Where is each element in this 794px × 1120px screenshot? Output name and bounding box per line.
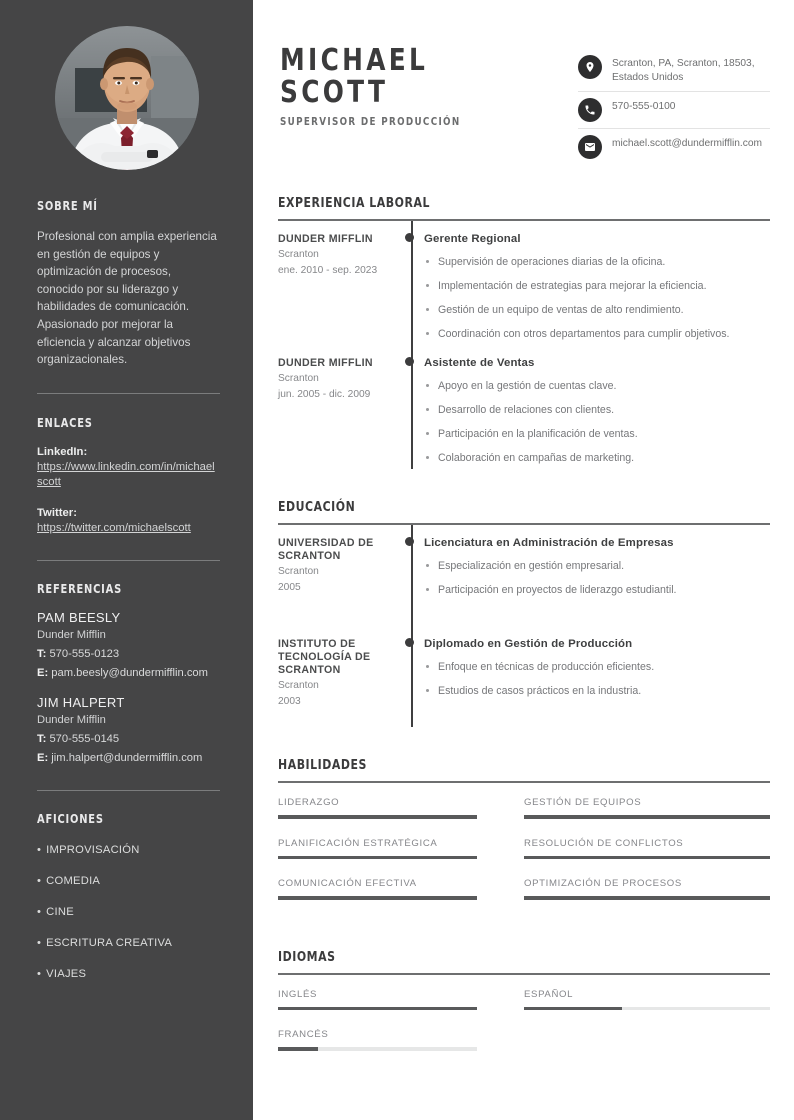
bullet-dot-icon: • bbox=[37, 875, 42, 888]
contact-address: Scranton, PA, Scranton, 18503, Estados Unidos bbox=[612, 58, 755, 83]
profile-photo bbox=[55, 26, 199, 170]
section-education bbox=[278, 499, 770, 727]
reference-name: PAM BEESLY bbox=[37, 610, 121, 626]
bullet-item: Estudios de casos prácticos en la industria. bbox=[424, 684, 770, 698]
reference-phone-label: T: bbox=[37, 733, 47, 746]
bullet-item: Gestión de un equipo de ventas de alto rendimiento. bbox=[424, 303, 770, 317]
language-track bbox=[278, 1047, 477, 1051]
education-entry bbox=[278, 525, 770, 626]
language-fill bbox=[524, 1007, 622, 1011]
skill-fill bbox=[524, 815, 770, 819]
contact-row-email bbox=[578, 135, 770, 165]
reference-item bbox=[37, 610, 220, 681]
skill-track bbox=[524, 896, 770, 900]
reference-item bbox=[37, 695, 220, 766]
languages-heading: IDIOMAS bbox=[278, 948, 336, 965]
hobby-label: COMEDIA bbox=[46, 875, 101, 888]
language-track bbox=[524, 1007, 770, 1011]
entry-title: Licenciatura en Administración de Empresas bbox=[424, 537, 674, 549]
reference-phone-value: 570-555-0145 bbox=[49, 733, 120, 746]
main-content bbox=[253, 0, 794, 1120]
timeline-dot-icon bbox=[405, 638, 414, 647]
hobby-label: CINE bbox=[46, 906, 74, 919]
skill-label: GESTIÓN DE EQUIPOS bbox=[524, 797, 642, 808]
sidebar-divider-3 bbox=[37, 790, 220, 791]
job-role: SUPERVISOR DE PRODUCCIÓN bbox=[280, 116, 461, 128]
skill-label: PLANIFICACIÓN ESTRATÉGICA bbox=[278, 837, 438, 849]
sidebar bbox=[0, 0, 253, 1120]
language-label: FRANCÉS bbox=[278, 1029, 329, 1040]
timeline-dot-icon bbox=[405, 537, 414, 546]
contact-block bbox=[578, 45, 770, 165]
reference-phone-value: 570-555-0123 bbox=[49, 648, 120, 661]
skill-item bbox=[524, 797, 770, 819]
education-entry bbox=[278, 626, 770, 727]
hobby-item bbox=[37, 936, 220, 950]
entry-city: Scranton bbox=[278, 249, 319, 260]
language-label: INGLÉS bbox=[278, 988, 318, 1000]
link-item-twitter bbox=[37, 506, 220, 537]
section-skills bbox=[278, 757, 770, 919]
education-heading: EDUCACIÓN bbox=[278, 499, 356, 515]
section-rule bbox=[278, 781, 770, 783]
experience-entry bbox=[278, 345, 770, 469]
experience-heading: EXPERIENCIA LABORAL bbox=[278, 195, 430, 211]
skill-fill bbox=[524, 896, 770, 900]
bullet-dot-icon: • bbox=[37, 844, 42, 857]
timeline-marker bbox=[400, 525, 424, 626]
phone-icon bbox=[578, 98, 602, 122]
timeline-marker bbox=[400, 345, 424, 469]
hobby-item bbox=[37, 843, 220, 857]
contact-row-address bbox=[578, 55, 770, 92]
skill-label: LIDERAZGO bbox=[278, 797, 340, 808]
section-experience bbox=[278, 195, 770, 469]
skill-track bbox=[278, 815, 477, 819]
language-label: ESPAÑOL bbox=[524, 988, 574, 1000]
skill-fill bbox=[278, 856, 477, 860]
entry-body bbox=[424, 345, 770, 469]
skills-heading: HABILIDADES bbox=[278, 757, 367, 773]
language-fill bbox=[278, 1007, 477, 1011]
section-languages bbox=[278, 949, 770, 1070]
entry-dates: 2005 bbox=[278, 582, 301, 593]
bullet-item: Especialización en gestión empresarial. bbox=[424, 559, 770, 573]
skill-item bbox=[524, 838, 770, 860]
language-track bbox=[278, 1007, 477, 1011]
skill-track bbox=[524, 856, 770, 860]
entry-body bbox=[424, 626, 770, 727]
entry-bullets bbox=[424, 660, 770, 698]
timeline-dot-icon bbox=[405, 233, 414, 242]
entry-dates: 2003 bbox=[278, 696, 301, 707]
bullet-item: Participación en proyectos de liderazgo estudiantil. bbox=[424, 583, 770, 597]
language-item bbox=[278, 989, 524, 1011]
link-label: LinkedIn: bbox=[37, 445, 88, 458]
hobby-label: VIAJES bbox=[46, 968, 87, 981]
entry-organization: UNIVERSIDAD DE SCRANTON bbox=[278, 537, 374, 562]
skill-label: COMUNICACIÓN EFECTIVA bbox=[278, 878, 417, 889]
entry-spacer bbox=[424, 597, 770, 622]
skill-track bbox=[278, 896, 477, 900]
hobby-item bbox=[37, 874, 220, 888]
contact-phone: 570-555-0100 bbox=[612, 101, 676, 112]
skill-label: RESOLUCIÓN DE CONFLICTOS bbox=[524, 837, 684, 849]
first-name: MICHAEL bbox=[280, 43, 429, 78]
bullet-item: Implementación de estrategias para mejorar la eficiencia. bbox=[424, 279, 770, 293]
reference-name: JIM HALPERT bbox=[37, 695, 125, 711]
contact-row-phone bbox=[578, 98, 770, 129]
link-url-twitter[interactable]: https://twitter.com/michaelscott bbox=[37, 521, 191, 534]
section-rule bbox=[278, 973, 770, 975]
bullet-dot-icon: • bbox=[37, 968, 42, 981]
bullet-item: Supervisión de operaciones diarias de la oficina. bbox=[424, 255, 770, 269]
skill-item bbox=[278, 797, 524, 819]
skills-grid bbox=[278, 797, 770, 919]
hobby-item bbox=[37, 967, 220, 981]
reference-email-value: pam.beesly@dundermifflin.com bbox=[51, 667, 208, 680]
reference-phone bbox=[37, 646, 220, 662]
entry-dates: ene. 2010 - sep. 2023 bbox=[278, 265, 378, 276]
bullet-item: Colaboración en campañas de marketing. bbox=[424, 451, 770, 465]
entry-meta bbox=[278, 525, 400, 626]
entry-title: Diplomado en Gestión de Producción bbox=[424, 638, 633, 650]
skill-label: OPTIMIZACIÓN DE PROCESOS bbox=[524, 878, 682, 889]
link-item-linkedin bbox=[37, 445, 220, 491]
link-url-linkedin[interactable]: https://www.linkedin.com/in/michaelscott bbox=[37, 460, 215, 489]
entry-body bbox=[424, 525, 770, 626]
reference-email-value: jim.halpert@dundermifflin.com bbox=[51, 752, 203, 765]
entry-city: Scranton bbox=[278, 680, 319, 691]
entry-body bbox=[424, 221, 770, 345]
entry-organization: DUNDER MIFFLIN bbox=[278, 357, 373, 369]
reference-email bbox=[37, 665, 220, 681]
reference-email-label: E: bbox=[37, 752, 49, 765]
entry-meta bbox=[278, 221, 400, 345]
skill-item bbox=[524, 878, 770, 900]
about-heading: SOBRE MÍ bbox=[37, 198, 98, 213]
entry-title: Asistente de Ventas bbox=[424, 357, 535, 369]
entry-dates: jun. 2005 - dic. 2009 bbox=[278, 389, 371, 400]
entry-organization: DUNDER MIFFLIN bbox=[278, 233, 373, 245]
skill-fill bbox=[524, 856, 770, 860]
reference-phone-label: T: bbox=[37, 648, 47, 661]
bullet-dot-icon: • bbox=[37, 906, 42, 919]
entry-city: Scranton bbox=[278, 566, 319, 577]
skill-track bbox=[524, 815, 770, 819]
entry-bullets bbox=[424, 559, 770, 597]
links-heading: ENLACES bbox=[37, 414, 93, 430]
skill-fill bbox=[278, 815, 477, 819]
language-fill bbox=[278, 1047, 318, 1051]
contact-email: michael.scott@dundermifflin.com bbox=[612, 138, 763, 149]
references-heading: REFERENCIAS bbox=[37, 581, 123, 597]
bullet-item: Participación en la planificación de ventas. bbox=[424, 427, 770, 441]
hobby-label: IMPROVISACIÓN bbox=[46, 844, 140, 857]
reference-company: Dunder Mifflin bbox=[37, 629, 106, 642]
bullet-item: Apoyo en la gestión de cuentas clave. bbox=[424, 379, 770, 393]
entry-bullets bbox=[424, 379, 770, 465]
bullet-item: Desarrollo de relaciones con clientes. bbox=[424, 403, 770, 417]
sidebar-divider-2 bbox=[37, 560, 220, 561]
resume-header bbox=[278, 45, 770, 165]
language-item bbox=[278, 1029, 524, 1051]
reference-company: Dunder Mifflin bbox=[37, 714, 106, 727]
timeline-marker bbox=[400, 626, 424, 727]
language-item bbox=[524, 989, 770, 1011]
hobbies-heading: AFICIONES bbox=[37, 811, 104, 827]
envelope-icon bbox=[578, 135, 602, 159]
reference-email bbox=[37, 750, 220, 766]
bullet-item: Enfoque en técnicas de producción eficientes. bbox=[424, 660, 770, 674]
bullet-dot-icon: • bbox=[37, 937, 42, 950]
bullet-item: Coordinación con otros departamentos para cumplir objetivos. bbox=[424, 327, 770, 341]
skill-item bbox=[278, 838, 524, 860]
entry-bullets bbox=[424, 255, 770, 341]
sidebar-divider-1 bbox=[37, 393, 220, 394]
skill-fill bbox=[278, 896, 477, 900]
name-block bbox=[278, 45, 578, 128]
reference-phone bbox=[37, 731, 220, 747]
reference-email-label: E: bbox=[37, 667, 49, 680]
entry-title: Gerente Regional bbox=[424, 233, 521, 245]
skill-track bbox=[278, 856, 477, 860]
about-text: Profesional con amplia experiencia en gestión de equipos y optimización de procesos, conocido por su liderazgo y habilidades de comunicación. Apasionado por mejorar la eficiencia y alcanzar objetivos organizacionales. bbox=[37, 230, 217, 367]
link-label: Twitter: bbox=[37, 506, 77, 519]
timeline-marker bbox=[400, 221, 424, 345]
location-pin-icon bbox=[578, 55, 602, 79]
hobby-item bbox=[37, 905, 220, 919]
entry-city: Scranton bbox=[278, 373, 319, 384]
last-name: SCOTT bbox=[280, 75, 389, 110]
entry-spacer bbox=[424, 698, 770, 723]
skill-item bbox=[278, 878, 524, 900]
languages-grid bbox=[278, 989, 770, 1070]
entry-meta bbox=[278, 345, 400, 469]
entry-meta bbox=[278, 626, 400, 727]
experience-entry bbox=[278, 221, 770, 345]
entry-organization: INSTITUTO DE TECNOLOGÍA DE SCRANTON bbox=[278, 638, 371, 676]
hobby-label: ESCRITURA CREATIVA bbox=[46, 937, 173, 950]
timeline-dot-icon bbox=[405, 357, 414, 366]
